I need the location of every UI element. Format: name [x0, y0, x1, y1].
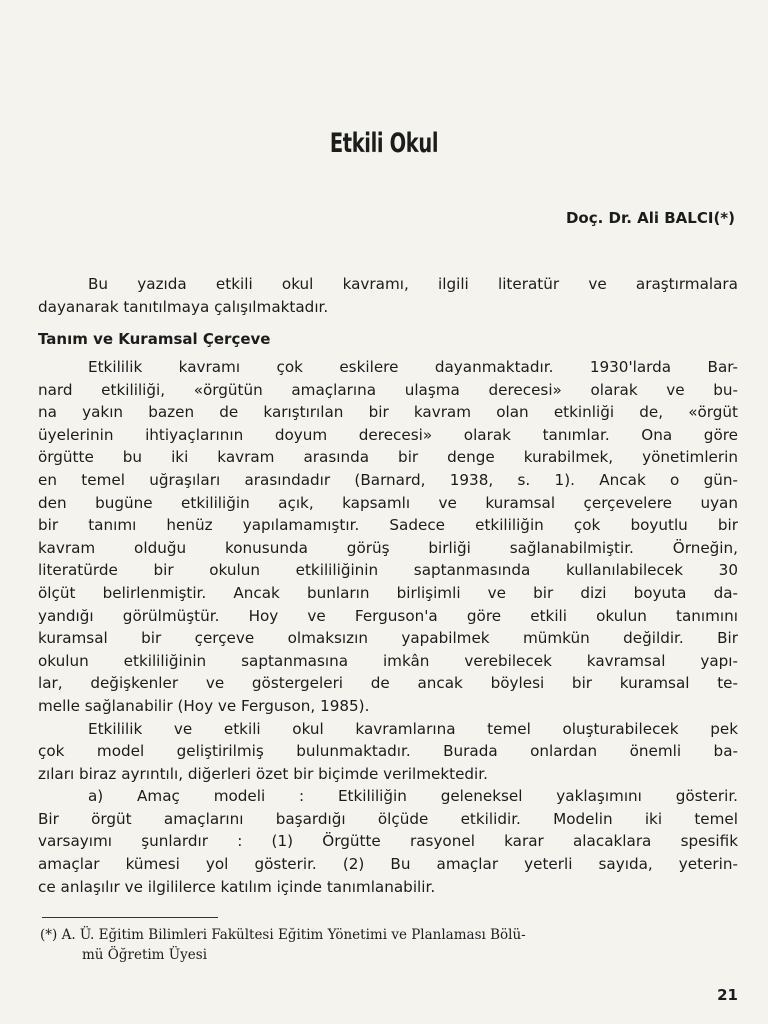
body-line: bir tanımı henüz yapılamamıştır. Sadece etkililiğin çok boyutlu bir — [38, 516, 738, 535]
body-line: na yakın bazen de karıştırılan bir kavram olan etkinliği de, «örgüt — [38, 403, 738, 422]
body-line: melle sağlanabilir (Hoy ve Ferguson, 1985). — [38, 696, 370, 715]
body-line: Etkililik ve etkili okul kavramlarına temel oluşturabilecek pek — [88, 719, 738, 738]
body-line: a) Amaç modeli : Etkililiğin geleneksel yaklaşımını gösterir. — [88, 787, 738, 806]
body-line: okulun etkililiğinin saptanmasına imkân verebilecek kavramsal yapı- — [38, 651, 738, 670]
body-line: ce anlaşılır ve ilgililerce katılım içinde tanımlanabilir. — [38, 877, 436, 896]
article-title: Etkili Okul — [329, 128, 439, 159]
body-line: zıları biraz ayrıntılı, diğerleri özet bir biçimde verilmektedir. — [38, 764, 488, 783]
abstract-line: Bu yazıda etkili okul kavramı, ilgili literatür ve araştırmalara — [88, 275, 738, 293]
body-line: kavram olduğu konusunda görüş birliği sağlanabilmiştir. Örneğin, — [38, 538, 738, 557]
body-line: ölçüt belirlenmiştir. Ancak bunların birlişimli ve bir dizi boyuta da- — [38, 583, 738, 602]
body-line: amaçlar kümesi yol gösterir. (2) Bu amaçlar yeterli sayıda, yeterin- — [38, 855, 738, 874]
body-line: çok model geliştirilmiş bulunmaktadır. Burada onlardan önemli ba- — [38, 742, 738, 761]
body-line: nard etkililiği, «örgütün amaçlarına ulaşma derecesi» olarak ve bu- — [38, 380, 738, 399]
abstract — [38, 273, 738, 318]
body-line: varsayımı şunlardır : (1) Örgütte rasyonel karar alacaklara spesifik — [38, 832, 738, 851]
footnote — [40, 925, 740, 965]
body-line: Bir örgüt amaçlarını başardığı ölçüde etkilidir. Modelin iki temel — [38, 809, 738, 828]
section-heading: Tanım ve Kuramsal Çerçeve — [38, 330, 271, 348]
body-line: üyelerinin ihtiyaçlarının doyum derecesi» olarak tanımlar. Ona göre — [38, 425, 738, 444]
body-line: yandığı görülmüştür. Hoy ve Ferguson'a göre etkili okulun tanımını — [38, 606, 738, 625]
body-line: literatürde bir okulun etkililiğinin saptanmasında kullanılabilecek 30 — [38, 561, 738, 580]
body-line: Etkililik kavramı çok eskilere dayanmaktadır. 1930'larda Bar- — [88, 358, 738, 376]
page-number: 21 — [717, 986, 738, 1004]
footnote-line: mü Öğretim Üyesi — [82, 947, 208, 963]
body-line: lar, değişkenler ve göstergeleri de ancak böylesi bir kuramsal te- — [38, 674, 738, 693]
footnote-divider — [42, 917, 218, 918]
body-text — [38, 356, 738, 898]
body-line: den bugüne etkililiğin açık, kapsamlı ve kuramsal çerçevelere uyan — [38, 493, 738, 512]
abstract-line: dayanarak tanıtılmaya çalışılmaktadır. — [38, 297, 329, 316]
body-line: kuramsal bir çerçeve olmaksızın yapabilmek mümkün değildir. Bir — [38, 629, 738, 648]
body-line: en temel uğraşıları arasındadır (Barnard, 1938, s. 1). Ancak o gün- — [38, 470, 738, 489]
author-name: Doç. Dr. Ali BALCI(*) — [565, 209, 735, 227]
body-line: örgütte bu iki kavram arasında bir denge kurabilmek, yönetimlerin — [38, 448, 738, 467]
footnote-line: (*) A. Ü. Eğitim Bilimleri Fakültesi Eğitim Yönetimi ve Planlaması Bölü- — [40, 927, 526, 943]
